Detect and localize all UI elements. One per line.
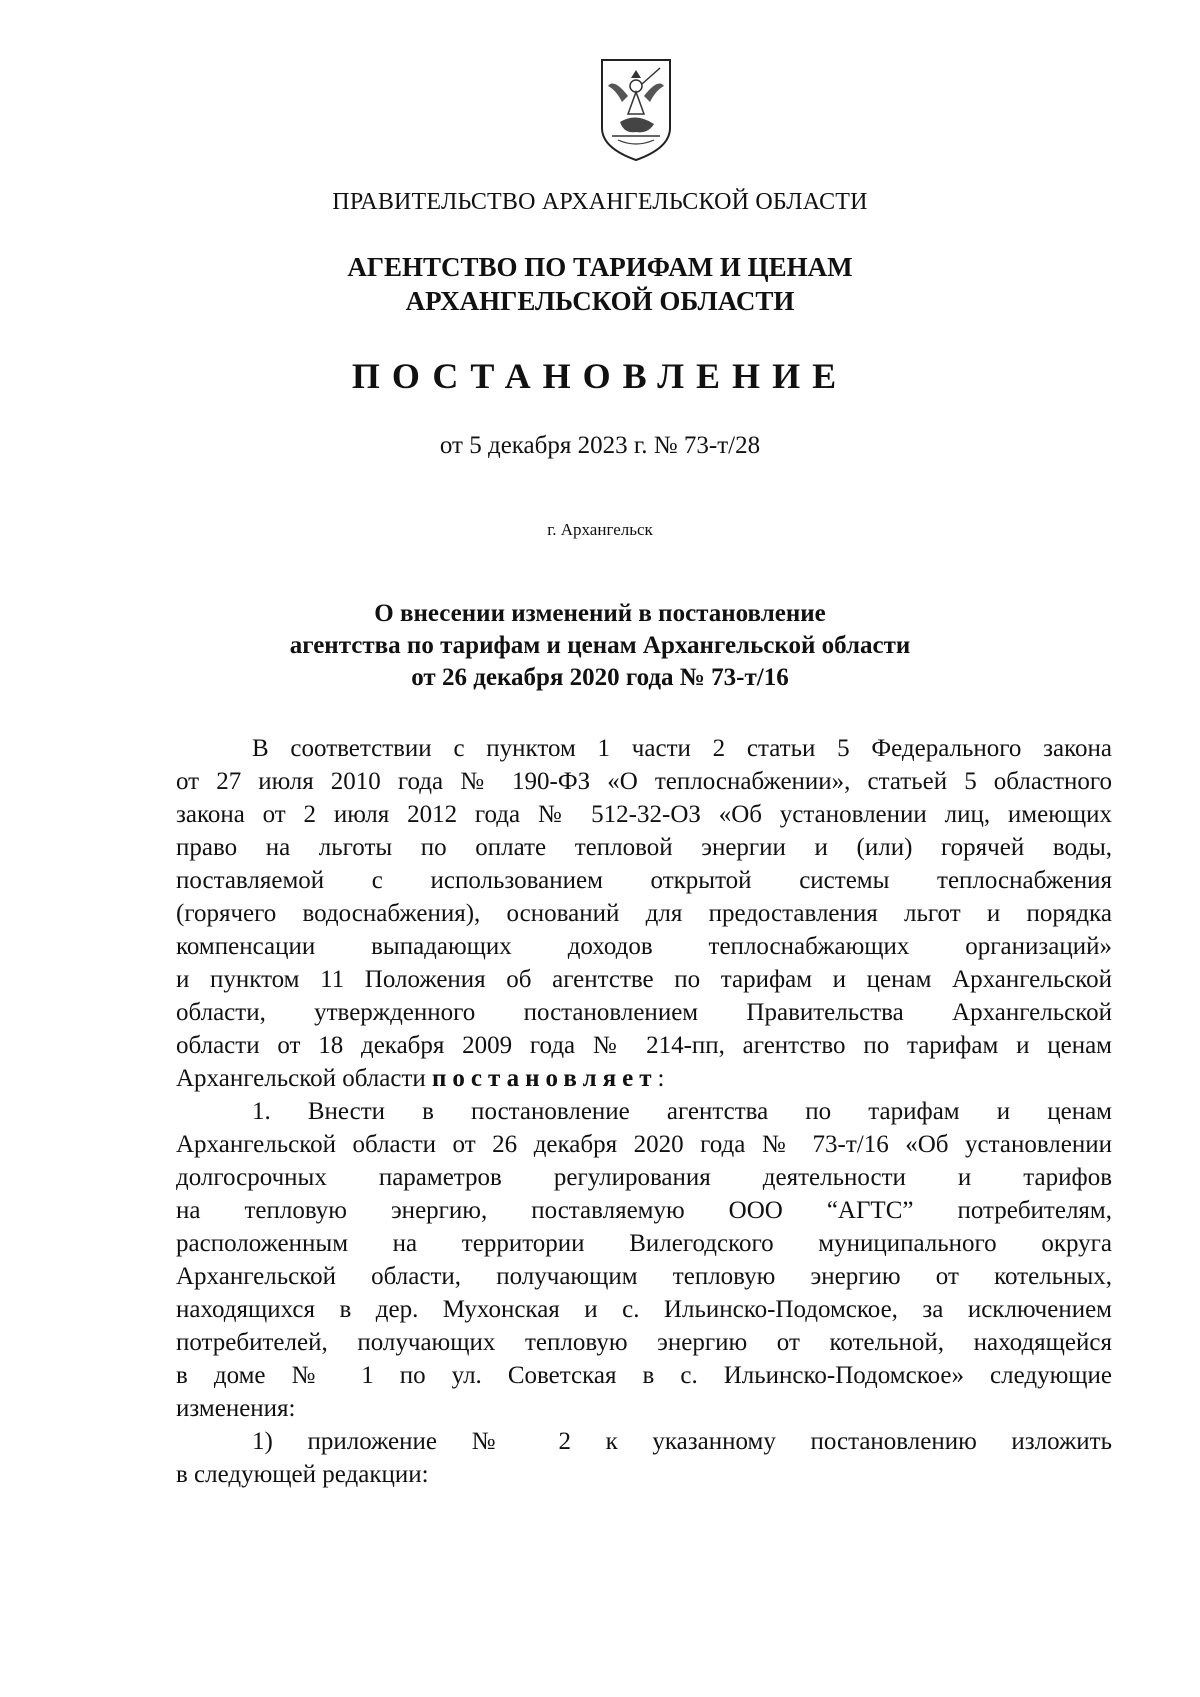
body-line-text: Архангельской области: [176, 1065, 433, 1092]
body-line: изменения:: [176, 1395, 296, 1422]
agency-name-line-2: АРХАНГЕЛЬСКОЙ ОБЛАСТИ: [405, 286, 795, 316]
body-line: расположенным на территории Вилегодского муниципального округа: [176, 1230, 1112, 1257]
government-name: ПРАВИТЕЛЬСТВО АРХАНГЕЛЬСКОЙ ОБЛАСТИ: [332, 189, 868, 215]
agency-name-line-1: АГЕНТСТВО ПО ТАРИФАМ И ЦЕНАМ: [347, 252, 853, 282]
body-line: на тепловую энергию, поставляемую ООО “АГТС” потребителям,: [176, 1197, 1112, 1224]
body-line: Архангельской области от 26 декабря 2020 года № 73-т/16 «Об установлении: [176, 1131, 1112, 1158]
coat-of-arms-emblem: [598, 56, 674, 162]
body-line: в следующей редакции:: [176, 1461, 429, 1488]
body-line: В соответствии с пунктом 1 части 2 статьи 5 Федерального закона: [252, 735, 1112, 762]
body-line: области, утвержденного постановлением Правительства Архангельской: [176, 999, 1112, 1026]
document-city: г. Архангельск: [547, 520, 653, 539]
body-line: 1) приложение № 2 к указанному постановлению изложить: [252, 1428, 1112, 1455]
body-line: право на льготы по оплате тепловой энергии и (или) горячей воды,: [176, 834, 1112, 861]
body-line: 1. Внести в постановление агентства по тарифам и ценам: [252, 1098, 1112, 1125]
body-line: долгосрочных параметров регулирования деятельности и тарифов: [176, 1164, 1112, 1191]
body-line: от 27 июля 2010 года № 190-ФЗ «О теплоснабжении», статьей 5 областного: [176, 768, 1112, 795]
body-line: потребителей, получающих тепловую энергию от котельной, находящейся: [176, 1329, 1112, 1356]
subject-line-2: агентства по тарифам и ценам Архангельской области: [289, 632, 911, 659]
body-line-resolves: [176, 1062, 1112, 1095]
subject-line-1: О внесении изменений в постановление: [374, 600, 826, 627]
agency-name: [0, 250, 1200, 318]
body-line: закона от 2 июля 2012 года № 512-32-ОЗ «Об установлении лиц, имеющих: [176, 801, 1112, 828]
document-type-title: ПОСТАНОВЛЕНИЕ: [351, 356, 849, 396]
body-line: (горячего водоснабжения), оснований для предоставления льгот и порядка: [176, 900, 1112, 927]
body-line: в доме № 1 по ул. Советская в с. Ильинско-Подомское» следующие: [176, 1362, 1112, 1389]
subject-line-3: от 26 декабря 2020 года № 73-т/16: [411, 664, 789, 691]
resolves-colon: :: [657, 1065, 665, 1092]
resolves-word: постановляет: [432, 1065, 658, 1092]
body-line: и пунктом 11 Положения об агентстве по тарифам и ценам Архангельской: [176, 966, 1112, 993]
document-subject: [0, 598, 1200, 694]
body-line: поставляемой с использованием открытой системы теплоснабжения: [176, 867, 1112, 894]
body-line: находящихся в дер. Мухонская и с. Ильинско-Подомское, за исключением: [176, 1296, 1112, 1323]
document-body: [176, 732, 1112, 1491]
body-line: Архангельской области, получающим тепловую энергию от котельных,: [176, 1263, 1112, 1290]
body-line: компенсации выпадающих доходов теплоснабжающих организаций»: [176, 933, 1112, 960]
body-line: области от 18 декабря 2009 года № 214-пп, агентство по тарифам и ценам: [176, 1032, 1112, 1059]
document-date-number: от 5 декабря 2023 г. № 73-т/28: [439, 432, 761, 459]
